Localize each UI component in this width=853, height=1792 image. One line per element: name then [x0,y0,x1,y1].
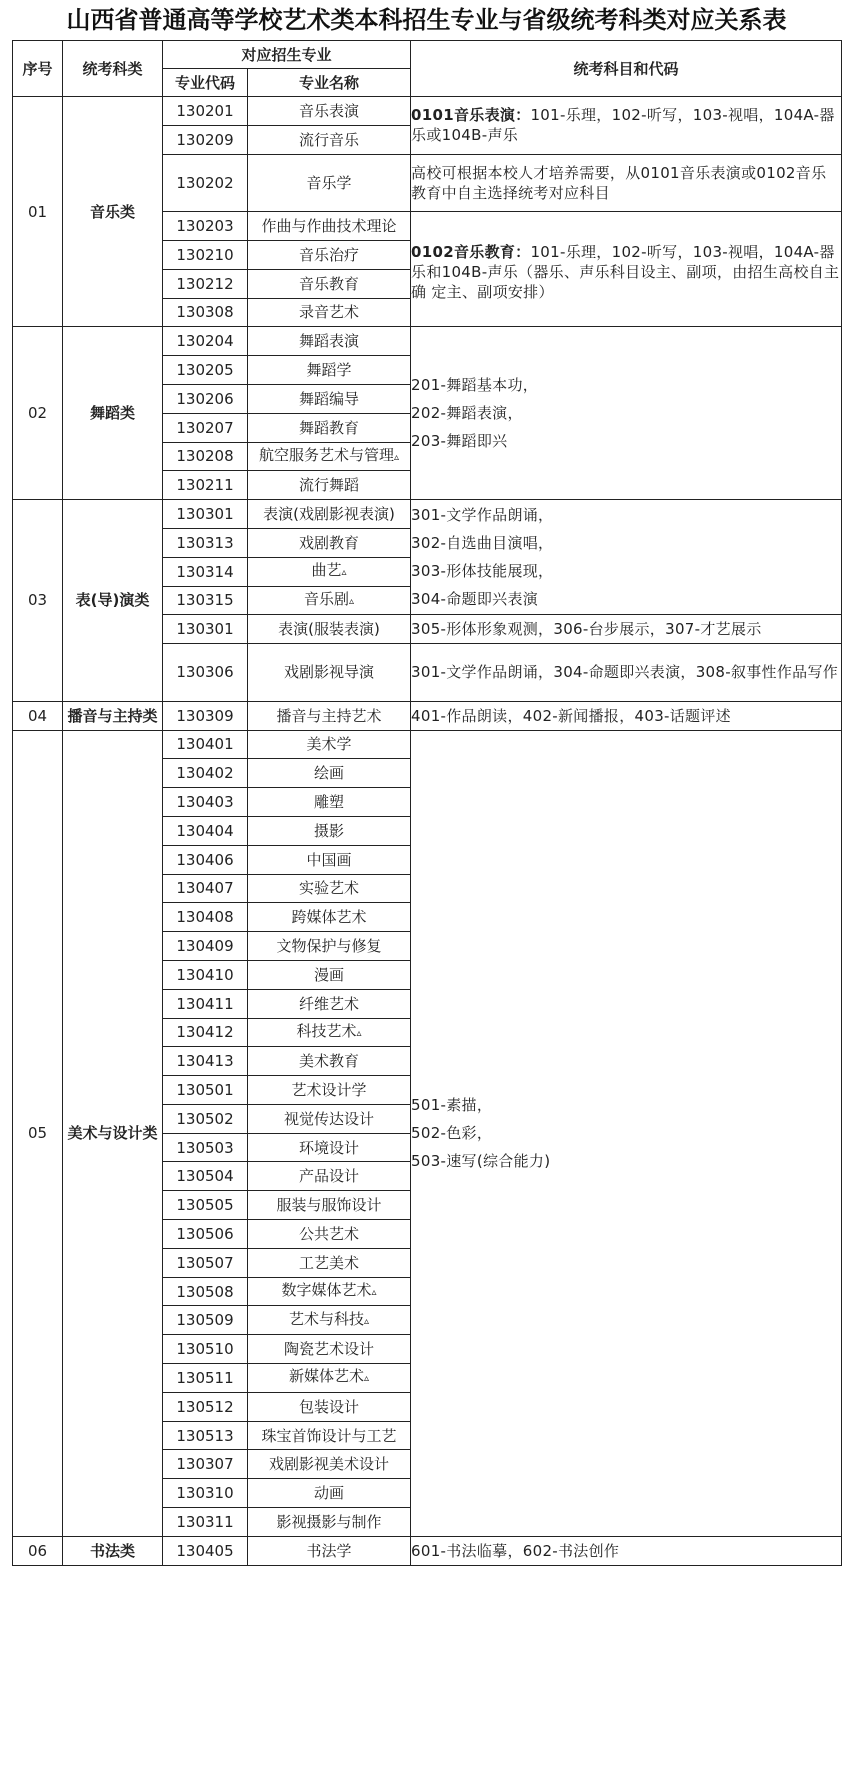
group-seq: 02 [13,327,63,500]
major-name-text: 作曲与作曲技术理论 [261,217,397,236]
header-row [13,41,842,69]
major-code: 130504 [163,1162,248,1191]
major-code: 130211 [163,471,248,500]
major-name [248,1306,411,1335]
major-name-text: 舞蹈教育 [299,418,360,437]
major-code: 130507 [163,1248,248,1277]
major-code: 130311 [163,1508,248,1537]
major-name-text: 新媒体艺术 [288,1367,364,1386]
major-name-text: 陶瓷艺术设计 [284,1340,375,1359]
subject-line: 301-文学作品朗诵， [411,506,554,525]
major-name-text: 航空服务艺术与管理 [258,445,394,464]
subjects-calligraphy: 601-书法临摹，602-书法创作 [411,1536,842,1565]
triangle-mark-icon: ▵ [341,567,347,579]
major-code: 130412 [163,1018,248,1047]
major-name [248,903,411,932]
subject-line: 503-速写(综合能力) [411,1152,551,1171]
major-code: 130310 [163,1479,248,1508]
table-row [13,327,842,356]
major-code: 130501 [163,1076,248,1105]
major-name [248,1364,411,1393]
table-row [13,1536,842,1565]
major-code: 130409 [163,932,248,961]
subjects-broadcast: 401-作品朗读，402-新闻播报，403-话题评述 [411,701,842,730]
major-name [248,644,411,702]
major-name-text: 表演(服装表演) [278,620,380,639]
major-code: 130206 [163,384,248,413]
subjects-perform-b: 305-形体形象观测，306-台步展示，307-才艺展示 [411,615,842,644]
major-name [248,1133,411,1162]
major-code: 130209 [163,125,248,154]
major-name-text: 音乐学 [306,173,352,192]
subject-line: 202-舞蹈表演， [411,404,523,423]
group-category: 音乐类 [63,97,163,327]
spacer [411,553,841,561]
table-row [13,500,842,529]
major-name-text: 科技艺术 [296,1021,357,1040]
major-name-text: 戏剧影视导演 [284,663,375,682]
major-name [248,989,411,1018]
major-name [248,471,411,500]
major-code: 130307 [163,1450,248,1479]
major-name [248,788,411,817]
spacer [411,423,841,431]
major-code: 130308 [163,298,248,327]
major-name [248,500,411,529]
major-name [248,384,411,413]
major-name-text: 跨媒体艺术 [291,908,367,927]
major-name-text: 音乐表演 [299,101,360,120]
subject-line: 501-素描， [411,1096,493,1115]
major-code: 130403 [163,788,248,817]
spacer [411,1143,841,1151]
major-name-text: 美术教育 [299,1052,360,1071]
major-name-text: 戏剧教育 [299,533,360,552]
major-name-text: 音乐剧 [303,589,349,608]
subjects-music-note: 高校可根据本校人才培养需要，从0101音乐表演或0102音乐教育中自主选择统考对应科目 [411,154,842,212]
major-name-text: 录音艺术 [299,303,360,322]
major-name-text: 流行音乐 [299,130,360,149]
major-name [248,960,411,989]
major-name-text: 书法学 [306,1541,352,1560]
major-name [248,586,411,615]
major-name [248,701,411,730]
major-name [248,1536,411,1565]
major-code: 130404 [163,816,248,845]
subject-line: 201-舞蹈基本功， [411,376,539,395]
major-code: 130512 [163,1392,248,1421]
table-row [13,701,842,730]
major-name [248,327,411,356]
group-seq: 03 [13,500,63,702]
subject-body: 101-乐理，102-听写，103-视唱，104A-器乐或104B-声乐 [411,106,835,145]
major-code: 130503 [163,1133,248,1162]
major-code: 130411 [163,989,248,1018]
triangle-mark-icon: ▵ [349,595,355,607]
subjects-art [411,730,842,1536]
spacer [411,1115,841,1123]
major-code: 130405 [163,1536,248,1565]
major-name [248,615,411,644]
major-name-text: 舞蹈编导 [299,389,360,408]
major-name-text: 动画 [314,1484,345,1503]
group-category: 书法类 [63,1536,163,1565]
major-name-text: 摄影 [314,821,345,840]
subjects-dance [411,327,842,500]
major-name-text: 艺术设计学 [291,1080,367,1099]
major-code: 130314 [163,557,248,586]
major-name-text: 戏剧影视美术设计 [269,1455,390,1474]
major-name [248,1248,411,1277]
major-name [248,1392,411,1421]
major-name [248,442,411,471]
group-seq: 01 [13,97,63,327]
major-name [248,1191,411,1220]
subjects-perform-c: 301-文学作品朗诵，304-命题即兴表演，308-叙事性作品写作 [411,644,842,702]
major-code: 130301 [163,615,248,644]
subjects-perform-a [411,500,842,615]
major-name-text: 播音与主持艺术 [276,706,382,725]
group-category: 表(导)演类 [63,500,163,702]
major-code: 130505 [163,1191,248,1220]
major-name [248,816,411,845]
major-name-text: 文物保护与修复 [276,937,382,955]
major-name-text: 绘画 [314,764,345,783]
subject-head: 0102音乐教育： [411,243,531,262]
header-seq: 序号 [13,41,63,97]
major-code: 130207 [163,413,248,442]
major-name [248,874,411,903]
major-name-text: 中国画 [306,850,352,869]
major-name [248,298,411,327]
major-name-text: 音乐治疗 [299,245,360,264]
subject-body: 101-乐理，102-听写，103-视唱，104A-器乐和104B-声乐（器乐、声乐科目设主、副项，由招生高校自主确 定主、副项安排） [411,243,840,302]
major-name [248,1508,411,1537]
major-name-text: 表演(戏剧影视表演) [263,505,395,524]
major-name [248,269,411,298]
header-major-code: 专业代码 [163,69,248,97]
major-code: 130513 [163,1421,248,1450]
major-name [248,845,411,874]
subject-head: 0101音乐表演： [411,106,531,125]
major-name-text: 实验艺术 [299,879,360,898]
group-seq: 05 [13,730,63,1536]
major-name-text: 环境设计 [299,1138,360,1157]
major-code: 130413 [163,1047,248,1076]
major-name [248,759,411,788]
major-name-text: 雕塑 [314,793,345,812]
header-category: 统考科类 [63,41,163,97]
major-code: 130205 [163,356,248,385]
subject-line: 304-命题即兴表演 [411,590,539,609]
header-subjects: 统考科目和代码 [411,41,842,97]
spacer [411,581,841,589]
major-name-text: 公共艺术 [299,1224,360,1243]
major-name [248,1220,411,1249]
major-name-text: 舞蹈学 [306,361,352,380]
major-name-text: 曲艺 [311,561,342,580]
major-code: 130306 [163,644,248,702]
triangle-mark-icon: ▵ [394,451,400,463]
spacer [411,525,841,533]
group-category: 美术与设计类 [63,730,163,1536]
major-name-text: 数字媒体艺术 [281,1281,372,1300]
major-code: 130506 [163,1220,248,1249]
major-name [248,1479,411,1508]
major-name [248,730,411,759]
major-name-text: 音乐教育 [299,274,360,293]
table-row [13,97,842,126]
spacer [411,395,841,403]
page-title: 山西省普通高等学校艺术类本科招生专业与省级统考科类对应关系表 [66,6,787,34]
major-name [248,1335,411,1364]
subject-line: 302-自选曲目演唱， [411,534,554,553]
major-code: 130511 [163,1364,248,1393]
major-name-text: 服装与服饰设计 [276,1196,382,1215]
major-name-text: 视觉传达设计 [284,1109,375,1128]
major-name [248,413,411,442]
major-code: 130301 [163,500,248,529]
major-name-text: 影视摄影与制作 [276,1512,382,1531]
table-row [13,730,842,759]
major-code: 130407 [163,874,248,903]
major-code: 130406 [163,845,248,874]
subjects-music-performance [411,97,842,155]
major-code: 130208 [163,442,248,471]
major-name [248,1047,411,1076]
major-name [248,154,411,212]
triangle-mark-icon: ▵ [356,1027,362,1039]
major-code: 130309 [163,701,248,730]
header-major-group: 对应招生专业 [163,41,411,69]
major-name-text: 漫画 [314,965,345,984]
major-code: 130508 [163,1277,248,1306]
major-name [248,932,411,961]
major-name-text: 纤维艺术 [299,994,360,1013]
major-name-text: 艺术与科技 [288,1309,364,1328]
major-name [248,557,411,586]
major-name [248,1076,411,1105]
major-name [248,356,411,385]
major-name [248,1104,411,1133]
major-code: 130410 [163,960,248,989]
major-name [248,97,411,126]
group-category: 播音与主持类 [63,701,163,730]
correspondence-table [12,40,842,1566]
subjects-music-education [411,212,842,327]
major-name-text: 包装设计 [299,1397,360,1416]
subject-line: 203-舞蹈即兴 [411,432,508,451]
major-name-text: 珠宝首饰设计与工艺 [261,1426,397,1445]
major-code: 130510 [163,1335,248,1364]
major-code: 130203 [163,212,248,241]
major-code: 130401 [163,730,248,759]
subject-line: 502-色彩， [411,1124,493,1143]
major-name [248,528,411,557]
group-seq: 06 [13,1536,63,1565]
major-name [248,1450,411,1479]
major-name [248,1162,411,1191]
major-code: 130315 [163,586,248,615]
major-name-text: 工艺美术 [299,1253,360,1272]
subject-line: 303-形体技能展现， [411,562,554,581]
group-seq: 04 [13,701,63,730]
major-code: 130313 [163,528,248,557]
major-code: 130502 [163,1104,248,1133]
group-category: 舞蹈类 [63,327,163,500]
major-name [248,125,411,154]
major-name [248,240,411,269]
major-code: 130210 [163,240,248,269]
triangle-mark-icon: ▵ [364,1315,370,1327]
major-name-text: 流行舞蹈 [299,476,360,495]
major-code: 130408 [163,903,248,932]
triangle-mark-icon: ▵ [364,1373,370,1385]
major-name [248,1421,411,1450]
major-name-text: 美术学 [306,735,352,754]
triangle-mark-icon: ▵ [371,1287,377,1299]
major-code: 130204 [163,327,248,356]
major-name [248,1277,411,1306]
major-code: 130201 [163,97,248,126]
table-body [13,41,842,1566]
major-code: 130509 [163,1306,248,1335]
major-code: 130402 [163,759,248,788]
header-major-name: 专业名称 [248,69,411,97]
major-code: 130212 [163,269,248,298]
major-code: 130202 [163,154,248,212]
major-name [248,1018,411,1047]
major-name-text: 产品设计 [299,1167,360,1186]
major-name [248,212,411,241]
major-name-text: 舞蹈表演 [299,332,360,351]
